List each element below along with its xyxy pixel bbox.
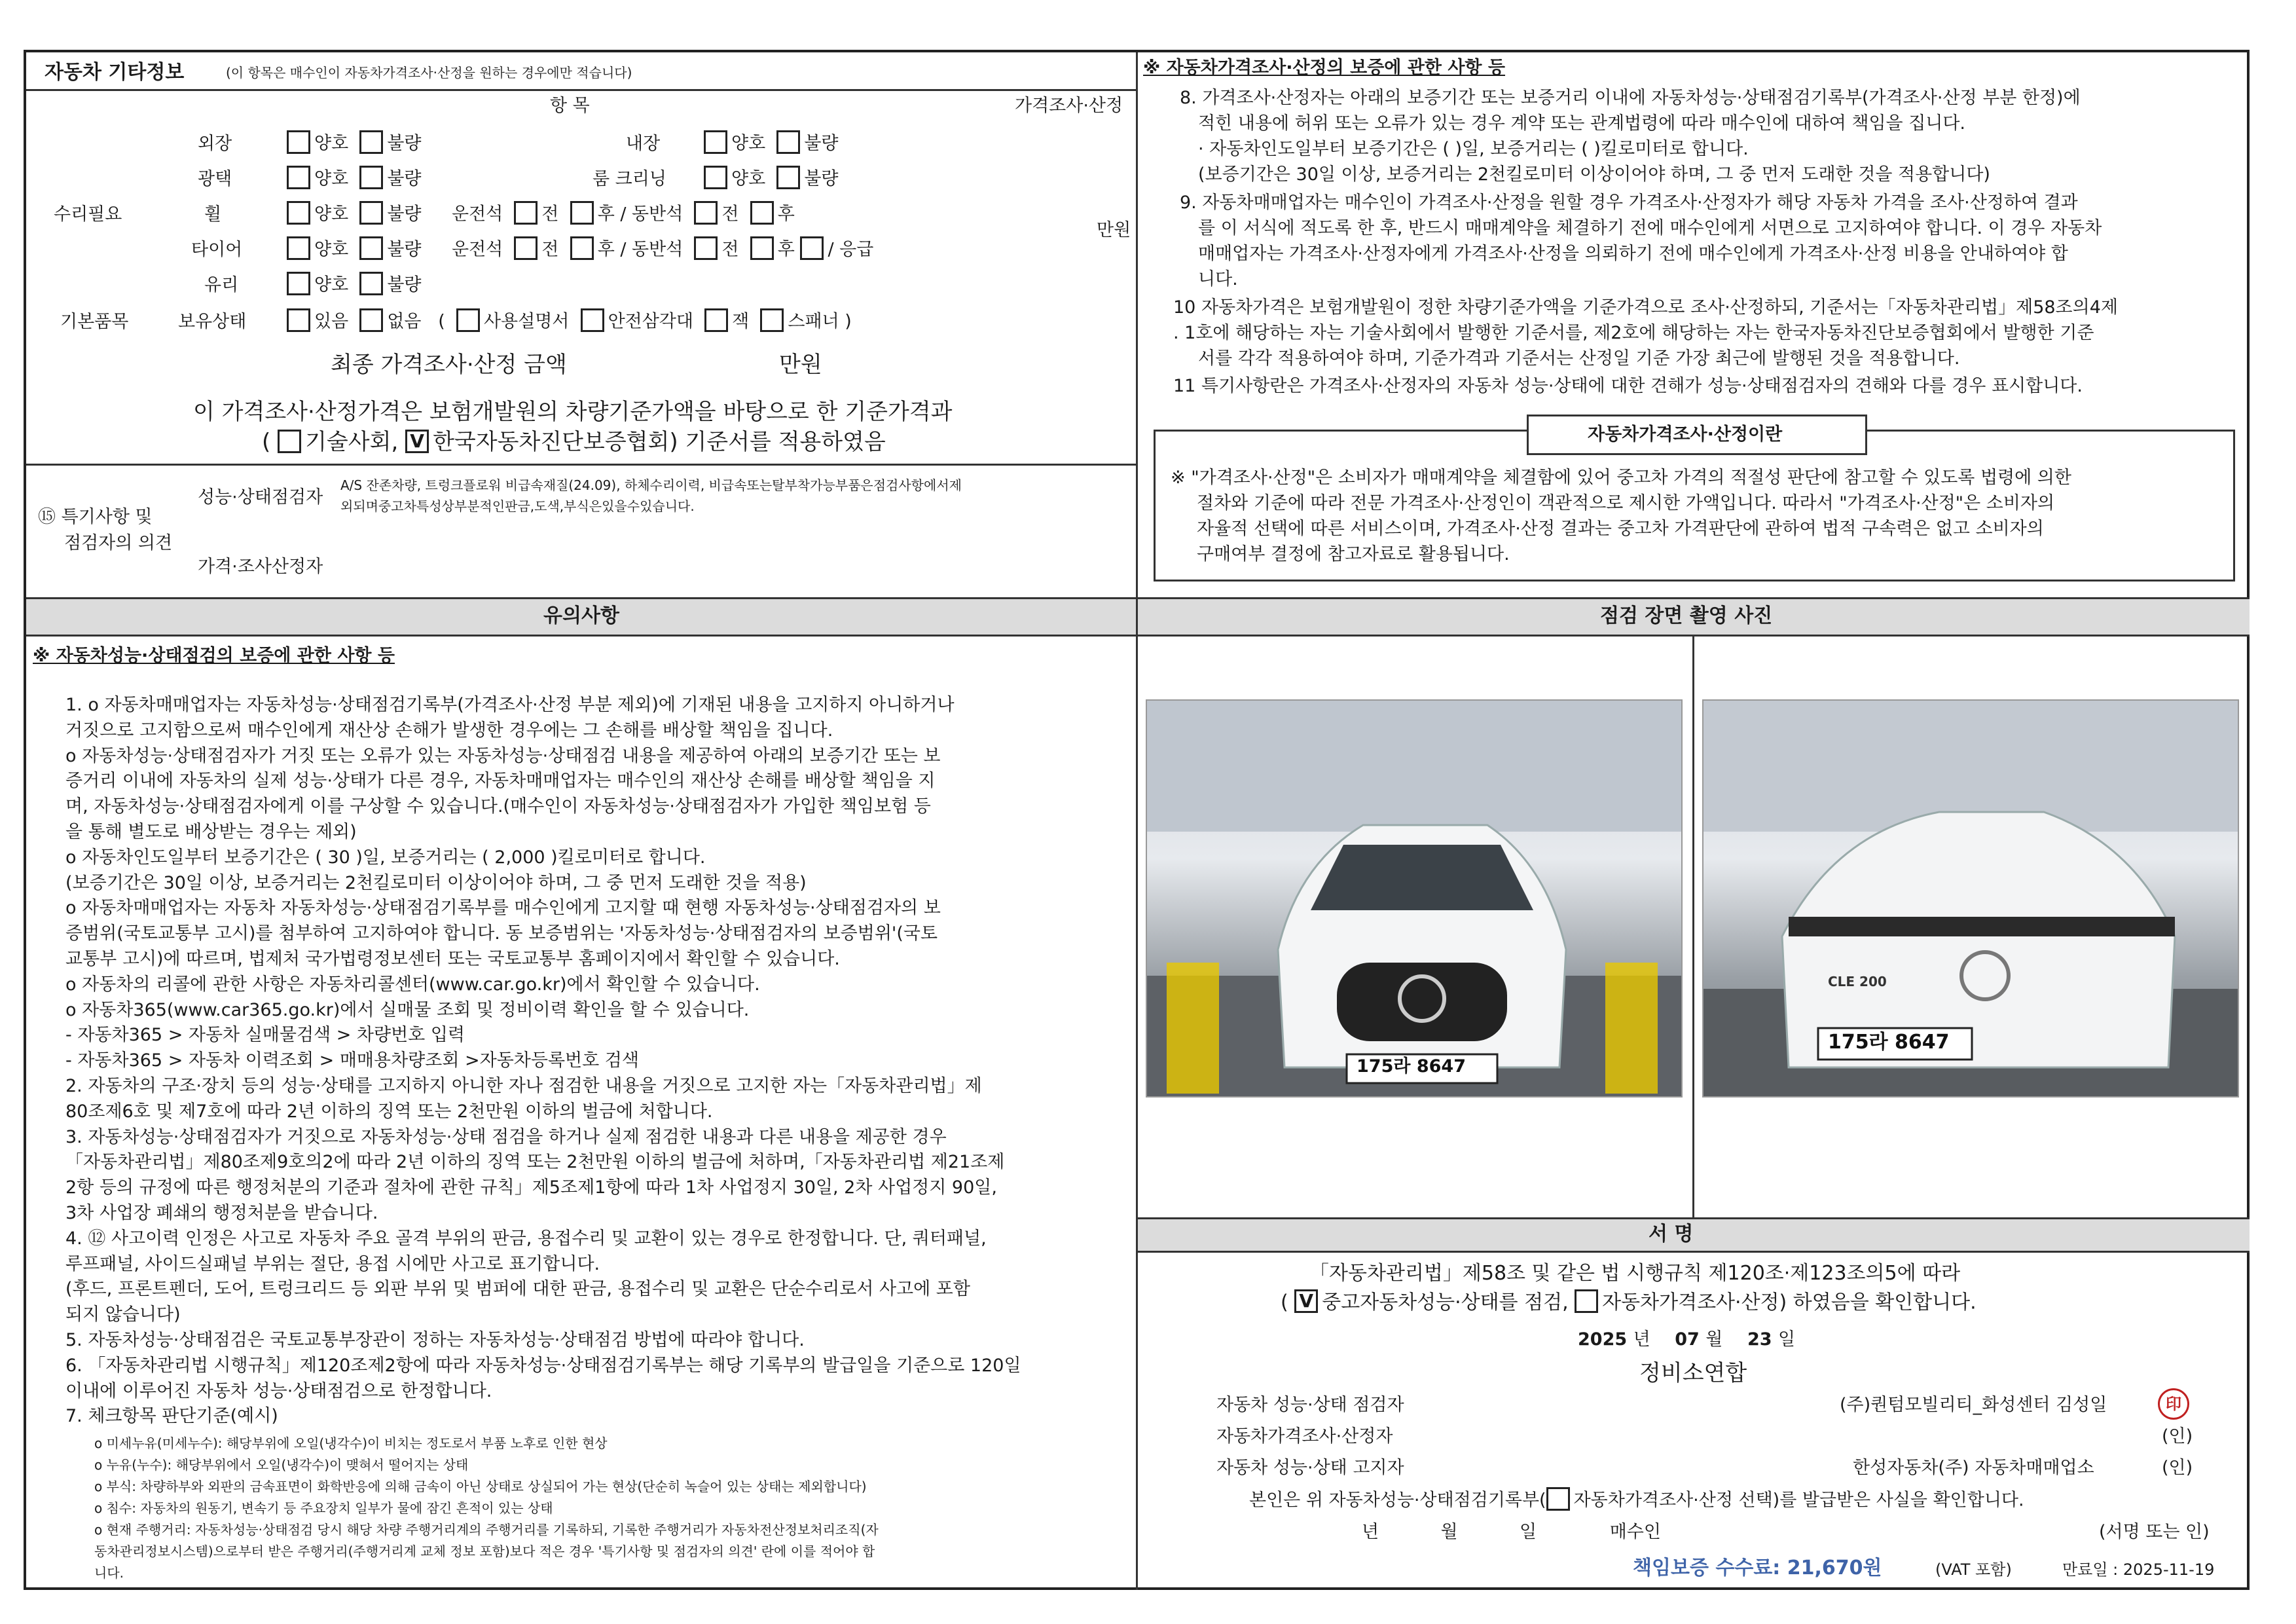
tire-passenger-front-checkbox[interactable] xyxy=(694,236,718,260)
room-cleaning-good-checkbox[interactable] xyxy=(704,166,727,189)
triangle-checkbox[interactable] xyxy=(581,308,604,332)
exterior-label: 외장 xyxy=(198,134,232,154)
tire-bad-checkbox[interactable] xyxy=(359,236,383,260)
inspector-sign-value: (주)퀀텀모빌리티_화성센터 김성일 xyxy=(1840,1395,2107,1415)
wheel-bad-checkbox[interactable] xyxy=(359,201,383,225)
check-criteria-list: ο 미세누유(미세누수): 해당부위에 오일(냉각수)이 비치는 정도로서 부품 노후로 인한 현상 ο 누유(누수): 해당부위에서 오일(냉각수)이 맺혀서 떨어지는 상태 ο 부식: 차량하부와 외판의 금속표면이 화학반응에 의해 금속이 아닌 상태로 상실되어 가는 현상(단순히 녹슬어 있는 상태는 제외합니다) ο 침수: 자동차의 원동기, 변속기 등 주요장치 일부가 물에 잠긴 흔적이 있는 상태 ο 현재 주행거리: 자동차성능·상태점검 당시 해당 차량 주행거리계의 주행거리를 기록하되, 기록한 주행거리가 자동차전산정보처리조직(자 동차관리정보시스템)으로부터 받은 주행거리(주행거리계 교체 정보 포함)보다 적은 경우 '특기사항 및 점검자의 의견' 란에 이를 적어야 합 니다. xyxy=(94,1435,879,1581)
notifier-sign-label: 자동차 성능·상태 고지자 xyxy=(1216,1458,1404,1478)
appraiser-seal: (인) xyxy=(2162,1426,2193,1447)
section-note: (이 항목은 매수인이 자동차가격조사·산정을 원하는 경우에만 적습니다) xyxy=(226,65,632,81)
rear-inspection-photo xyxy=(1702,699,2239,1098)
item-9: 9. 자동차매매업자는 매수인이 가격조사·산정을 원할 경우 가격조사·산정자가 해당 자동차 가격을 조사·산정하여 결과 를 이 서식에 적도록 한 후, 반드시 매매계약을 체결하기 전에 매수인에게 서면으로 고지하여야 합니다. 이 경우 자동차 매매업자는 가격조사·산정자에게 가격조사·산정을 의뢰하기 전에 매수인에게 가격조사·산정 비용을 안내하여야 합 니다. xyxy=(1180,193,2102,289)
exterior-good-checkbox[interactable] xyxy=(287,130,310,154)
buyer-price-appraisal-checkbox[interactable] xyxy=(1546,1487,1570,1511)
wheel-positions: 운전석 전 후 / 동반석 전 후 xyxy=(452,203,795,227)
buyer-sign-row: 년 월 일 매수인 xyxy=(1362,1522,1661,1542)
warranty-fee: 책임보증 수수료: 21,670원 xyxy=(1633,1557,1882,1579)
special-notes-label-1: ⑮ 특기사항 및 xyxy=(38,507,153,527)
inspection-record-page xyxy=(24,50,2250,1590)
wheel-label: 휠 xyxy=(204,204,222,225)
tire-driver-rear-checkbox[interactable] xyxy=(570,236,594,260)
car-rear-illustration xyxy=(1704,701,2239,1098)
tire-passenger-rear-checkbox[interactable] xyxy=(750,236,774,260)
signature-title: 서 명 xyxy=(1649,1223,1694,1246)
col-price-header: 가격조사·산정 xyxy=(1015,96,1123,116)
front-plate: 175라 8647 xyxy=(1357,1056,1466,1077)
possession-yes-checkbox[interactable] xyxy=(287,308,310,332)
organization-name: 정비소연합 xyxy=(1639,1360,1747,1386)
interior-bad-checkbox[interactable] xyxy=(776,130,800,154)
wheel-driver-front-checkbox[interactable] xyxy=(514,201,538,225)
buyer-confirmation: 본인은 위 자동차성능·상태점검기록부( 자동차가격조사·산정 선택)를 발급받은 사실을 확인합니다. xyxy=(1249,1489,2024,1513)
unit-manwon-label: 만원 xyxy=(1097,220,1131,240)
rear-plate: 175라 8647 xyxy=(1828,1031,1950,1054)
front-inspection-photo xyxy=(1146,699,1683,1098)
inspector-opinion-line-2: 외되며중고차특성상부분적인판금,도색,부식은있을수있습니다. xyxy=(340,498,695,514)
inspector-opinion-label: 성능·상태점검자 xyxy=(198,487,323,507)
col-item-header: 항 목 xyxy=(550,96,590,116)
interior-options: 양호 불량 xyxy=(704,132,839,156)
special-notes-label-2: 점검자의 의견 xyxy=(64,533,173,553)
sign-or-seal: (서명 또는 인) xyxy=(2099,1522,2210,1542)
gloss-bad-checkbox[interactable] xyxy=(359,166,383,189)
wheel-passenger-front-checkbox[interactable] xyxy=(694,201,718,225)
item-8: 8. 가격조사·산정자는 아래의 보증기간 또는 보증거리 이내에 자동차성능·상태점검기록부(가격조사·산정 부분 한정)에 적힌 내용에 허위 또는 오류가 있는 경우 계약 또는 관계법령에 따라 매수인에 대하여 책임을 집니다. · 자동차인도일부터 보증기간은 ( )일, 보증거리는 ( )킬로미터로 합니다. (보증기간은 30일 이상, 보증거리는 2천킬로미터 이상이어야 하며, 그 중 먼저 도래한 것을 적용합니다) xyxy=(1180,88,2081,185)
photos-title: 점검 장면 촬영 사진 xyxy=(1600,604,1773,627)
tire-good-checkbox[interactable] xyxy=(287,236,310,260)
price-appraisal-checkbox[interactable] xyxy=(1575,1289,1598,1313)
column-divider xyxy=(1136,52,1138,1590)
rear-badge: CLE 200 xyxy=(1828,974,1887,989)
glass-bad-checkbox[interactable] xyxy=(359,272,383,295)
price-warranty-title: ※ 자동차가격조사·산정의 보증에 관한 사항 등 xyxy=(1143,58,1505,78)
gloss-good-checkbox[interactable] xyxy=(287,166,310,189)
wheel-good-checkbox[interactable] xyxy=(287,201,310,225)
final-price-label: 최종 가격조사·산정 금액 xyxy=(331,352,567,378)
criteria-line-1: 이 가격조사·산정가격은 보험개발원의 차량기준가액을 바탕으로 한 기준가격과 xyxy=(193,399,953,425)
kadia-checkbox[interactable]: V xyxy=(405,430,429,453)
wheel-passenger-rear-checkbox[interactable] xyxy=(750,201,774,225)
notice-title: 유의사항 xyxy=(543,604,619,627)
notifier-seal: (인) xyxy=(2162,1458,2193,1478)
glass-label: 유리 xyxy=(204,275,239,295)
basic-items-label: 기본품목 xyxy=(60,312,129,332)
section-title-other-info: 자동차 기타정보 xyxy=(45,61,185,84)
exterior-bad-checkbox[interactable] xyxy=(359,130,383,154)
notice-list: 1. ο 자동차매매업자는 자동차성능·상태점검기록부(가격조사·산정 부분 제외)에 기재된 내용을 고지하지 아니하거나 거짓으로 고지함으로써 매수인에게 재산상 손해가 발생한 경우에는 그 손해를 배상할 책임을 집니다. ο 자동차성능·상태점검자가 거짓 또는 오류가 있는 자동차성능·상태점검 내용을 제공하여 아래의 보증기간 또는 보 증거리 이내에 자동차의 실제 성능·상태가 다른 경우, 자동차매매업자는 매수인의 재산상 손해를 배상할 책임을 지 며, 자동차성능·상태점검자에게 이를 구상할 수 있습니다.(매수인이 자동차성능·상태점검자가 가입한 책임보험 등 을 통해 별도로 배상받는 경우는 제외) ο 자동차인도일부터 보증기간은 ( 30 )일, 보증거리는 ( 2,000 )킬로미터로 합니다. (보증기간은 30일 이상, 보증거리는 2천킬로미터 이상이어야 하며, 그 중 먼저 도래한 것을 적용) ο 자동차매매업자는 자동차 자동차성능·상태점검기록부를 매수인에게 고지할 때 현행 자동차성능·상태점검자의 보 증범위(국토교통부 고시)를 첨부하여 고지하여야 합니다. 동 보증범위는 '자동차성능·상태점검자의 보증범위'(국토 교통부 고시)에 따르며, 법제처 국가법령정보센터 또는 국토교통부 홈페이지에서 확인할 수 있습니다. ο 자동차의 리콜에 관한 사항은 자동차리콜센터(www.car.go.kr)에서 확인할 수 있습니다. ο 자동차365(www.car365.go.kr)에서 실매물 조회 및 정비이력 확인을 할 수 있습니다. - 자동차365 > 자동차 실매물검색 > 차량번호 입력 - 자동차365 > 자동차 이력조회 > 매매용차량조회 >자동차등록번호 검색 2. 자동차의 구조·장치 등의 성능·상태를 고지하지 아니한 자나 점검한 내용을 거짓으로 고지한 자는「자동차관리법」제 80조제6호 및 제7호에 따라 2년 이하의 징역 또는 2천만원 이하의 벌금에 처합니다. 3. 자동차성능·상태점검자가 거짓으로 자동차성능·상태 점검을 하거나 실제 점검한 내용과 다른 내용을 제공한 경우 「자동차관리법」제80조제9호의2에 따라 2년 이하의 징역 또는 2천만원 이하의 벌금에 처하며,「자동차관리법 제21조제 2항 등의 규정에 따른 행정처분의 기준과 절차에 관한 규칙」제5조제1항에 따라 1차 사업정지 30일, 2차 사업정지 90일, 3차 사업장 폐쇄의 행정처분을 받습니다. 4. ⑫ 사고이력 인정은 사고로 자동차 주요 골격 부위의 판금, 용접수리 및 교환이 있는 경우로 한정합니다. 단, 쿼터패널, 루프패널, 사이드실패널 부위는 절단, 용접 시에만 사고로 표기합니다. (후드, 프론트펜더, 도어, 트렁크리드 등 외판 부위 및 범퍼에 대한 판금, 용접수리 및 교환은 단순수리로서 사고에 포함 되지 않습니다) 5. 자동차성능·상태점검은 국토교통부장관이 정하는 자동차성능·상태점검 방법에 따라야 합니다. 6. 「자동차관리법 시행규칙」제120조제2항에 따라 자동차성능·상태점검기록부는 해당 기록부의 발급일을 기준으로 120일 이내에 이루어진 자동차 성능·상태점검으로 한정합니다. 7. 체크항목 판단기준(예시) xyxy=(65,695,1021,1427)
price-definition-text: ※ "가격조사·산정"은 소비자가 매매계약을 체결함에 있어 중고차 가격의 적절성 판단에 참고할 수 있도록 법령에 의한 절차와 기준에 따라 전문 가격조사·산정인이 객관적으로 제시한 가액입니다. 따라서 "가격조사·산정"은 소비자의 자율적 선택에 따른 서비스이며, 가격조사·산정 결과는 중고차 가격판단에 관하여 법적 구속력은 없고 소비자의 구매여부 결정에 참고자료로 활용됩니다. xyxy=(1171,468,2071,564)
gloss-options: 양호 불량 xyxy=(287,168,422,191)
tire-positions: 운전석 전 후 / 동반석 전 후 / 응급 xyxy=(452,238,873,262)
appraiser-opinion-label: 가격·조사산정자 xyxy=(198,557,323,577)
tire-options: 양호 불량 xyxy=(287,238,422,262)
repair-needed-label: 수리필요 xyxy=(54,204,122,225)
warranty-expiry: 만료일 : 2025-11-19 xyxy=(2062,1560,2215,1579)
gloss-label: 광택 xyxy=(198,169,232,189)
exterior-options: 양호 불량 xyxy=(287,132,422,156)
criteria-line-2: ( 기술사회, V 한국자동차진단보증협회) 기준서를 적용하였음 xyxy=(262,429,886,455)
notifier-sign-value: 한성자동차(주) 자동차매매업소 xyxy=(1853,1458,2094,1478)
inspector-seal-stamp: 印 xyxy=(2158,1388,2189,1420)
interior-label: 내장 xyxy=(626,134,661,154)
tire-emergency-checkbox[interactable] xyxy=(800,236,824,260)
warranty-fee-vat: (VAT 포함) xyxy=(1935,1560,2012,1579)
signature-line-2: ( V 중고자동차성능·상태를 점검, 자동차가격조사·산정) 하였음을 확인합니다. xyxy=(1281,1290,1977,1314)
wheel-driver-rear-checkbox[interactable] xyxy=(570,201,594,225)
car-front-illustration xyxy=(1147,701,1683,1098)
appraiser-sign-label: 자동차가격조사·산정자 xyxy=(1216,1426,1393,1447)
tech-society-checkbox[interactable] xyxy=(278,430,301,453)
price-definition-title: 자동차가격조사·산정이란 xyxy=(1588,424,1783,445)
wheel-options: 양호 불량 xyxy=(287,203,422,227)
room-cleaning-bad-checkbox[interactable] xyxy=(776,166,800,189)
interior-good-checkbox[interactable] xyxy=(704,130,727,154)
signature-date: 2025 년 07 월 23 일 xyxy=(1578,1329,1796,1350)
inspector-opinion-line-1: A/S 잔존차량, 트렁크플로워 비급속재질(24.09), 하체수리이력, 비급속또는탈부착가능부품은점검사항에서제 xyxy=(340,477,962,493)
spanner-checkbox[interactable] xyxy=(760,308,784,332)
signature-line-1: 「자동차관리법」제58조 및 같은 법 시행규칙 제120조·제123조의5에 따라 xyxy=(1309,1262,1961,1285)
performance-check-checkbox[interactable]: V xyxy=(1294,1289,1318,1313)
glass-options: 양호 불량 xyxy=(287,274,422,297)
notice-subtitle: ※ 자동차성능·상태점검의 보증에 관한 사항 등 xyxy=(33,646,395,666)
room-cleaning-options: 양호 불량 xyxy=(704,168,839,191)
tire-label: 타이어 xyxy=(191,240,243,260)
manual-checkbox[interactable] xyxy=(456,308,480,332)
possession-options: 있음 없음 ( 사용설명서 안전삼각대 잭 스패너 ) xyxy=(287,310,852,334)
jack-checkbox[interactable] xyxy=(704,308,728,332)
inspector-sign-label: 자동차 성능·상태 점검자 xyxy=(1216,1395,1404,1415)
tire-driver-front-checkbox[interactable] xyxy=(514,236,538,260)
possession-label: 보유상태 xyxy=(178,312,247,332)
glass-good-checkbox[interactable] xyxy=(287,272,310,295)
final-price-unit: 만원 xyxy=(779,352,822,378)
room-cleaning-label: 룸 크리닝 xyxy=(592,169,666,189)
item-10: 10 자동차가격은 보험개발원이 정한 차량기준가액을 기준가격으로 조사·산정하되, 기준서는「자동차관리법」제58조의4제 . 1호에 해당하는 자는 기술사회에서 발행한 기준서를, 제2호에 해당하는 자는 한국자동차진단보증협회에서 발행한 기준 서를 각각 적용하여야 하며, 기준가격과 기준서는 산정일 기준 가장 최근에 발행된 것을 적용합니다. xyxy=(1173,297,2118,369)
item-11: 11 특기사항란은 가격조사·산정자의 자동차 성능·상태에 대한 견해가 성능·상태점검자의 견해와 다를 경우 표시합니다. xyxy=(1173,376,2083,396)
possession-no-checkbox[interactable] xyxy=(359,308,383,332)
